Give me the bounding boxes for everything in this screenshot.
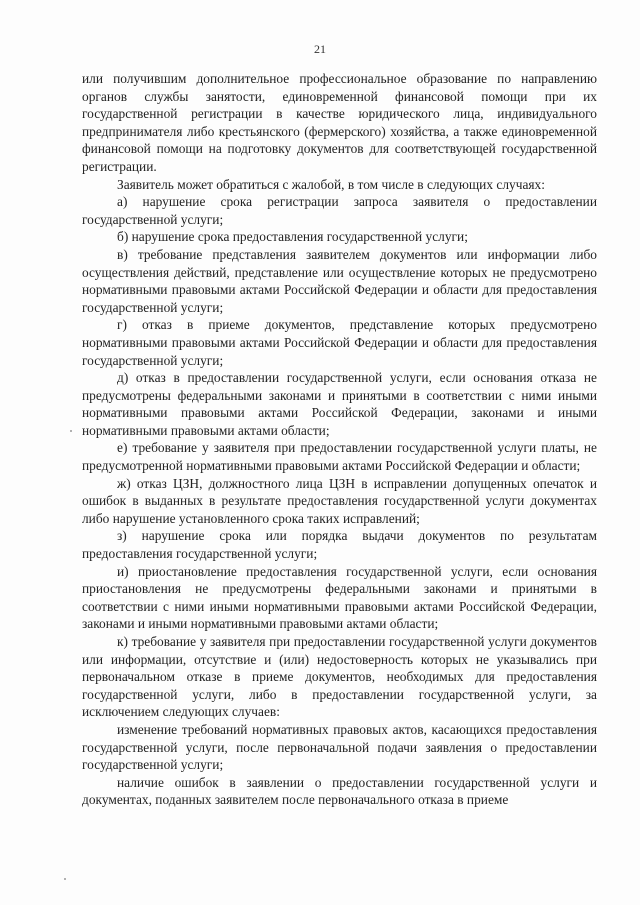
page-number: 21	[314, 42, 326, 56]
paragraph-item-z: з) нарушение срока или порядка выдачи документов по результатам предоставления государственной услуги;	[82, 528, 597, 562]
paragraph-item-k: к) требование у заявителя при предоставлении государственной услуги документов или информации, отсутствие и (или) недостоверность которых не указывались при первоначальном отказе в приеме документов, необходимых для предоставления государственной услуги, либо в предоставлении государственной услуги, за исключением следующих случаев:	[82, 634, 597, 720]
paragraph-item-i: и) приостановление предоставления государственной услуги, если основания приостановления не предусмотрены федеральными законами и принятыми в соответствии с ними иными нормативными правовыми актами Российской Федерации, законами и иными нормативными правовыми актами области;	[82, 563, 597, 632]
paragraph-item-d: д) отказ в предоставлении государственной услуги, если основания отказа не предусмотрены федеральными законами и принятыми в соответствии с ними иными нормативными правовыми актами Российской Федерации, законами и иными нормативными правовыми актами области;	[82, 370, 597, 438]
paragraph-item-e: е) требование у заявителя при предоставлении государственной услуги платы, не предусмотренной нормативными правовыми актами Российской Федерации и области;	[82, 440, 597, 474]
paragraph-exception-2: наличие ошибок в заявлении о предоставлении государственной услуги и документах, поданных заявителем после первоначального отказа в приеме	[82, 774, 597, 808]
scan-speck	[70, 430, 72, 432]
paragraph-item-b: б) нарушение срока предоставления государственной услуги;	[117, 229, 468, 245]
paragraph-continuation: или получившим дополнительное профессиональное образование по направлению органов службы занятости, единовременной финансовой помощи при их государственной регистрации в качестве юридического лица, индивидуального предпринимателя либо крестьянского (фермерского) хозяйства, а также единовременной финансовой помощи на подготовку документов для соответствующей государственной регистрации.	[82, 71, 597, 174]
paragraph-item-a: а) нарушение срока регистрации запроса заявителя о предоставлении государственной услуги;	[82, 194, 597, 227]
paragraph-complaint-intro: Заявитель может обратиться с жалобой, в том числе в следующих случаях:	[117, 176, 545, 192]
paragraph-item-v: в) требование представления заявителем документов или информации либо осуществления действий, представление или осуществление которых не предусмотрено нормативными правовыми актами Российской Федерации и области для предоставления государственной услуги;	[82, 246, 597, 315]
paragraph-item-zh: ж) отказ ЦЗН, должностного лица ЦЗН в исправлении допущенных опечаток и ошибок в выданных в результате предоставления государственной услуги документах либо нарушение установленного срока таких исправлений;	[82, 475, 597, 526]
paragraph-exception-1: изменение требований нормативных правовых актов, касающихся предоставления государственной услуги, после первоначальной подачи заявления о предоставлении государственной услуги;	[82, 721, 597, 773]
scan-speck	[64, 878, 66, 880]
paragraph-item-g: г) отказ в приеме документов, представление которых предусмотрено нормативными правовыми актами Российской Федерации и области для предоставления государственной услуги;	[82, 317, 597, 368]
body-text	[82, 70, 597, 809]
